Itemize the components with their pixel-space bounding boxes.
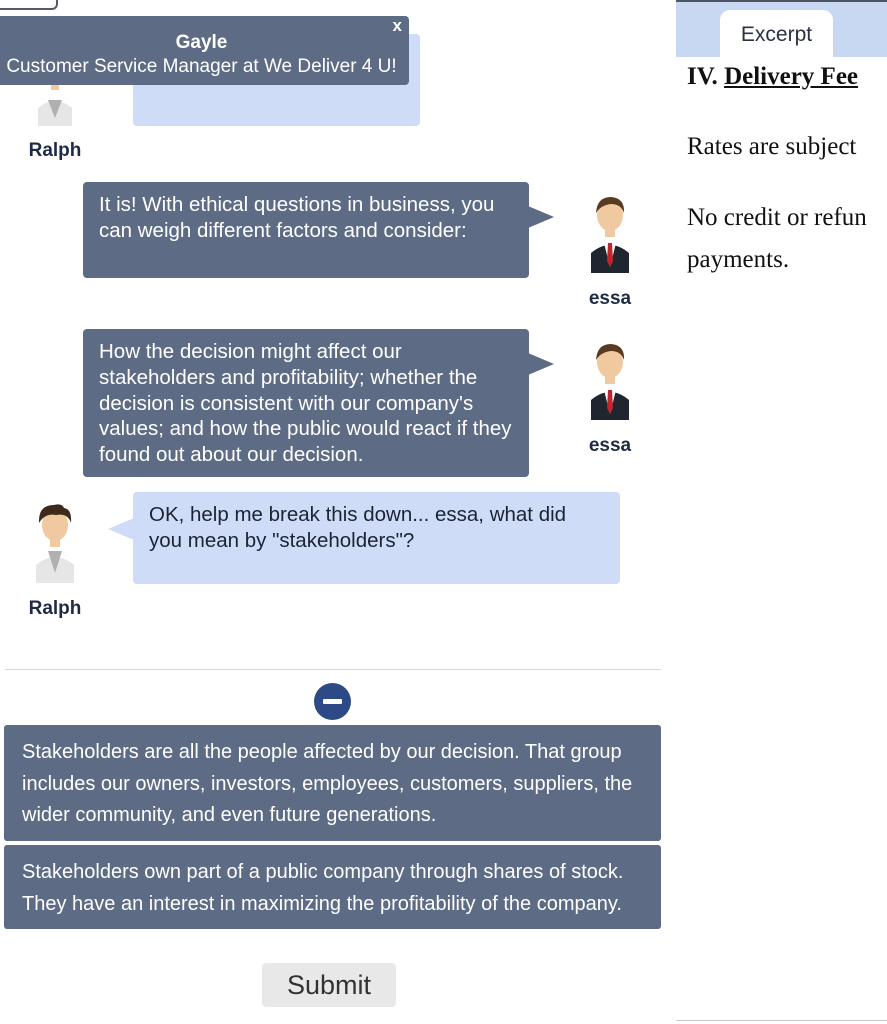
user-avatar-icon <box>585 193 635 273</box>
excerpt-bottom-border <box>676 1020 887 1021</box>
excerpt-heading-title: Delivery Fee <box>724 63 859 90</box>
user-avatar-icon <box>585 340 635 420</box>
avatar-essa-1 <box>585 193 635 273</box>
answer-option-2[interactable] <box>4 845 661 929</box>
chat-message-text: OK, help me break this down... essa, what did you mean by "stakeholders"? <box>149 503 567 552</box>
speaker-name: essa <box>588 435 632 456</box>
tooltip-close-button[interactable]: x <box>392 16 402 35</box>
excerpt-heading-number: IV. <box>687 63 718 90</box>
bubble-tail <box>528 206 554 228</box>
option-text: Stakeholders are all the people affected by our decision. That group includes our owners, investors, employees, customers, suppliers, the wider community, and even future generations. <box>22 741 633 826</box>
tooltip-name: Gayle <box>175 32 228 53</box>
answer-option-1[interactable] <box>4 725 661 841</box>
user-avatar-icon <box>30 503 80 583</box>
top-control-stub[interactable] <box>0 0 58 10</box>
speaker-name: Ralph <box>28 598 82 619</box>
tab-excerpt[interactable]: Excerpt <box>720 10 833 57</box>
speaker-name: essa <box>588 288 632 309</box>
speaker-name: Ralph <box>28 140 82 161</box>
excerpt-top-border <box>676 0 887 2</box>
submit-button[interactable]: Submit <box>262 963 396 1007</box>
chat-message-text: How the decision might affect our stakeholders and profitability; whether the decision is consistent with our company's values; and how the public would react if they found out about our decision. <box>99 340 512 467</box>
excerpt-heading <box>687 63 858 91</box>
excerpt-line: No credit or refun <box>687 204 867 231</box>
avatar-ralph-2 <box>30 503 80 583</box>
chat-bubble-ralph-2 <box>133 492 620 584</box>
chat-bubble-essa-1 <box>83 182 529 278</box>
avatar-essa-2 <box>585 340 635 420</box>
excerpt-line: Rates are subject <box>687 133 857 160</box>
minus-icon[interactable] <box>314 683 351 720</box>
bubble-tail <box>108 518 134 540</box>
character-tooltip <box>0 16 409 85</box>
option-text: Stakeholders own part of a public company through shares of stock. They have an interest in maximizing the profitability of the company. <box>22 861 624 915</box>
bubble-tail <box>528 353 554 375</box>
divider <box>5 669 661 670</box>
excerpt-line: payments. <box>687 246 790 273</box>
tooltip-role: Customer Service Manager at We Deliver 4 U! <box>6 56 397 77</box>
chat-bubble-essa-2 <box>83 329 529 477</box>
chat-message-text: It is! With ethical questions in business, you can weigh different factors and consider: <box>99 193 495 242</box>
